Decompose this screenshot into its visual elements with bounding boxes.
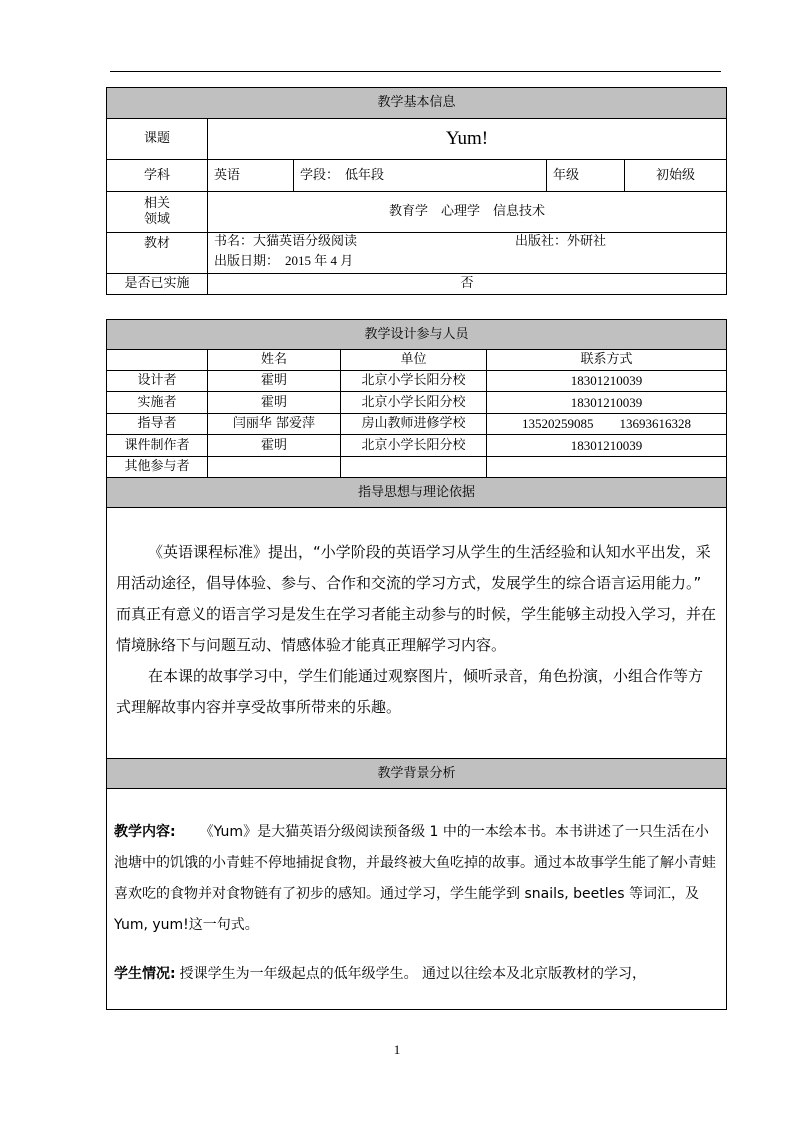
role-cell: 课件制作者	[107, 435, 208, 457]
header-rule	[110, 71, 721, 72]
design-table	[106, 319, 727, 1010]
name-cell: 霍明	[208, 435, 341, 457]
subject-value: 英语	[208, 160, 294, 192]
material-label: 教材	[107, 233, 208, 274]
contact-cell: 13520259085 13693616328	[487, 414, 727, 435]
table-row	[107, 457, 727, 478]
design-header: 教学设计参与人员	[107, 320, 727, 350]
role-cell: 其他参与者	[107, 457, 208, 478]
contact-cell	[487, 457, 727, 478]
stage-value: 低年段	[345, 167, 385, 183]
col-unit-header: 单位	[341, 350, 487, 371]
unit-cell	[341, 457, 487, 478]
guide-paragraph-2: 在本课的故事学习中，学生们能通过观察图片，倾听录音，角色扮演，小组合作等方式理解故事内容并享受故事所带来的乐趣。	[116, 667, 704, 716]
implemented-value: 否	[208, 274, 727, 295]
publisher: 出版社：外研社	[515, 234, 607, 249]
topic-value: Yum!	[208, 119, 727, 160]
student-text: 授课学生为一年级起点的低年级学生。 通过以往绘本及北京版教材的学习，	[179, 966, 647, 982]
name-cell: 霍明	[208, 392, 341, 414]
page-number: 1	[393, 1042, 401, 1057]
field-label-line2: 领域	[143, 212, 170, 227]
implemented-label: 是否已实施	[107, 274, 208, 295]
role-cell: 实施者	[107, 392, 208, 414]
background-body	[107, 789, 727, 1010]
contact-cell: 18301210039	[487, 435, 727, 457]
unit-cell: 北京小学长阳分校	[341, 392, 487, 414]
table-row	[107, 435, 727, 457]
grade-value: 初始级	[625, 160, 727, 192]
stage-label: 学段：	[300, 167, 340, 183]
role-cell: 指导者	[107, 414, 208, 435]
table-row	[107, 414, 727, 435]
unit-cell: 房山教师进修学校	[341, 414, 487, 435]
name-cell	[208, 457, 341, 478]
basic-info-table	[106, 87, 727, 295]
teaching-content	[107, 817, 726, 941]
stage-cell	[294, 160, 547, 192]
unit-cell: 北京小学长阳分校	[341, 371, 487, 392]
pubdate-label: 出版日期：	[214, 254, 280, 269]
name-cell: 霍明	[208, 371, 341, 392]
topic-label: 课题	[107, 119, 208, 160]
basic-info-header: 教学基本信息	[107, 88, 727, 119]
contact-cell: 18301210039	[487, 392, 727, 414]
subject-label: 学科	[107, 160, 208, 192]
field-label-line1: 相关	[143, 196, 170, 211]
background-header: 教学背景分析	[107, 759, 727, 789]
material-value	[208, 233, 727, 274]
table-row	[107, 392, 727, 414]
name-cell: 闫丽华 郜爱萍	[208, 414, 341, 435]
guide-header: 指导思想与理论依据	[107, 478, 727, 508]
unit-cell: 北京小学长阳分校	[341, 435, 487, 457]
book-name: 书名：大猫英语分级阅读	[214, 234, 358, 249]
student-label: 学生情况:	[114, 966, 176, 982]
guide-body	[107, 508, 727, 759]
field-value: 教育学 心理学 信息技术	[208, 192, 727, 233]
grade-label: 年级	[547, 160, 625, 192]
design-corner	[107, 350, 208, 371]
content-label: 教学内容:	[114, 824, 176, 840]
guide-paragraph-1: 《英语课程标准》提出，“小学阶段的英语学习从学生的生活经验和认知水平出发，采用活动途径，倡导体验、参与、合作和交流的学习方式，发展学生的综合语言运用能力。” 而真正有意义的语言学习是发生在学习者能主动参与的时候，学生能够主动投入学习，并在情境脉络下与问题互动、情感体验才能真正理解学习内容。	[116, 543, 717, 654]
role-cell: 设计者	[107, 371, 208, 392]
student-situation	[107, 959, 726, 990]
content-text: 《Yum》是大猫英语分级阅读预备级 1 中的一本绘本书。本书讲述了一只生活在小池塘中的饥饿的小青蛙不停地捕捉食物，并最终被大鱼吃掉的故事。通过本故事学生能了解小青蛙喜欢吃的食物并对食物链有了初步的感知。通过学习，学生能学到 snails, beetles 等词汇，及 Yum, yum!这一句式。	[114, 824, 716, 933]
field-label	[107, 192, 208, 233]
pubdate-value: 2015 年 4 月	[285, 253, 354, 268]
col-name-header: 姓名	[208, 350, 341, 371]
col-contact-header: 联系方式	[487, 350, 727, 371]
table-row	[107, 371, 727, 392]
contact-cell: 18301210039	[487, 371, 727, 392]
